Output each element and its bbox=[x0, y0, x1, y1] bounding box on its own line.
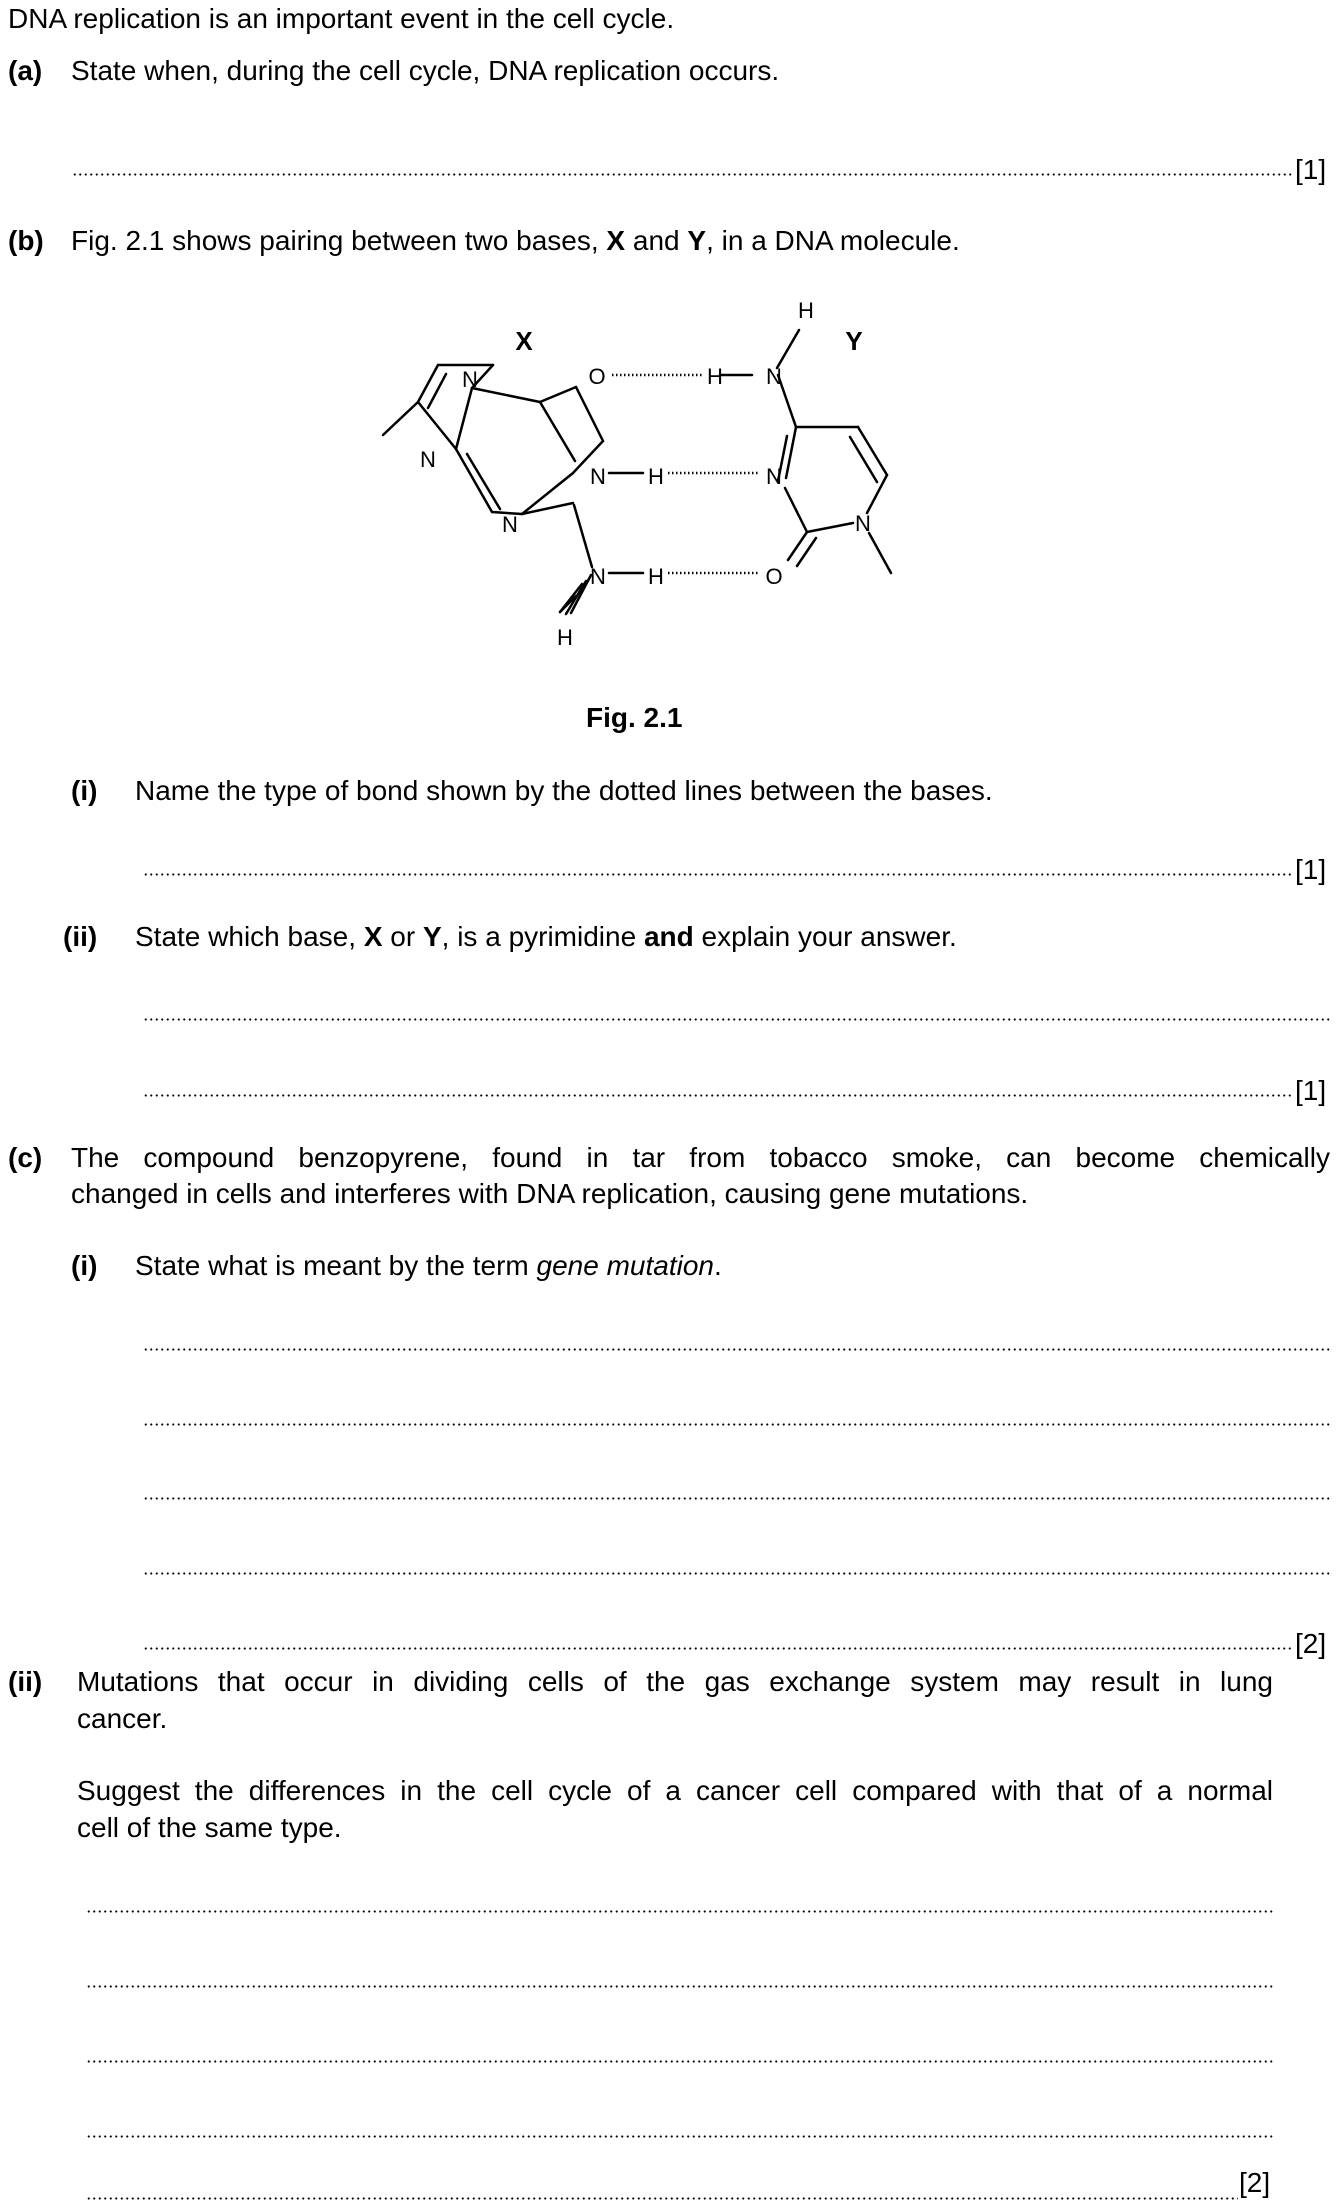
atom-n: N bbox=[462, 367, 478, 392]
answer-line-c-ii[interactable] bbox=[86, 1910, 1273, 1913]
base-pair-figure bbox=[0, 290, 1338, 760]
atom-h: H bbox=[648, 464, 664, 489]
atom-n: N bbox=[855, 511, 871, 536]
atom-n: N bbox=[590, 464, 606, 489]
answer-line-b-i[interactable] bbox=[143, 873, 1294, 876]
atom-o: O bbox=[588, 364, 606, 389]
mark-c-ii: [2] bbox=[1239, 2167, 1271, 2198]
atom-h: H bbox=[557, 625, 573, 650]
part-c-ii-line4: cell of the same type. bbox=[77, 1812, 342, 1843]
part-c-ii-line1: Mutations that occur in dividing cells of the gas exchange system may result in lung bbox=[77, 1666, 1273, 1697]
part-c-stem-line1: The compound benzopyrene, found in tar from tobacco smoke, can become chemically bbox=[71, 1142, 1330, 1173]
part-c-stem-line2: changed in cells and interferes with DNA replication, causing gene mutations. bbox=[71, 1178, 1029, 1209]
answer-line-c-i[interactable] bbox=[143, 1348, 1330, 1351]
answer-line-c-ii[interactable] bbox=[86, 2060, 1273, 2063]
answer-line-a[interactable] bbox=[72, 173, 1294, 176]
part-c-i-label: (i) bbox=[71, 1250, 98, 1281]
atom-n: N bbox=[420, 447, 436, 472]
atom-h: H bbox=[648, 564, 664, 589]
atom-h: H bbox=[798, 298, 814, 323]
mark-b-i: [1] bbox=[1295, 854, 1327, 885]
mark-a: [1] bbox=[1295, 154, 1327, 185]
answer-line-c-ii[interactable] bbox=[86, 2197, 1238, 2200]
answer-line-c-i[interactable] bbox=[143, 1497, 1330, 1500]
answer-line-b-ii[interactable] bbox=[143, 1094, 1294, 1097]
answer-line-c-i[interactable] bbox=[143, 1647, 1294, 1650]
intro-text: DNA replication is an important event in the cell cycle. bbox=[8, 3, 675, 34]
atom-n: N bbox=[590, 564, 606, 589]
part-b-i-question: Name the type of bond shown by the dotted lines between the bases. bbox=[135, 775, 993, 806]
part-b-i-label: (i) bbox=[71, 775, 98, 806]
atom-n: N bbox=[766, 464, 782, 489]
atom-n: N bbox=[502, 512, 518, 537]
part-c-label: (c) bbox=[8, 1142, 43, 1173]
mark-c-i: [2] bbox=[1295, 1628, 1327, 1659]
part-c-ii-label: (ii) bbox=[8, 1666, 43, 1697]
part-a-label: (a) bbox=[8, 55, 43, 86]
part-b-question: Fig. 2.1 shows pairing between two bases, X and Y, in a DNA molecule. bbox=[71, 225, 960, 256]
answer-line-c-i[interactable] bbox=[143, 1423, 1330, 1426]
part-c-ii-line3: Suggest the differences in the cell cycle of a cancer cell compared with that of a normal bbox=[77, 1775, 1273, 1806]
answer-line-b-ii[interactable] bbox=[143, 1018, 1330, 1021]
part-b-ii-question: State which base, X or Y, is a pyrimidine and explain your answer. bbox=[135, 921, 957, 952]
mark-b-ii: [1] bbox=[1295, 1075, 1327, 1106]
answer-line-c-ii[interactable] bbox=[86, 2135, 1273, 2138]
part-c-ii-line2: cancer. bbox=[77, 1703, 168, 1734]
part-a-question: State when, during the cell cycle, DNA replication occurs. bbox=[71, 55, 780, 86]
answer-line-c-i[interactable] bbox=[143, 1572, 1330, 1575]
part-b-ii-label: (ii) bbox=[63, 921, 98, 952]
base-y-label: Y bbox=[845, 326, 863, 356]
part-c-i-question: State what is meant by the term gene mutation. bbox=[135, 1250, 722, 1281]
atom-h: H bbox=[707, 364, 723, 389]
atom-o: O bbox=[765, 564, 783, 589]
figure-caption: Fig. 2.1 bbox=[586, 702, 683, 733]
base-x-label: X bbox=[515, 326, 533, 356]
part-b-label: (b) bbox=[8, 225, 44, 256]
answer-line-c-ii[interactable] bbox=[86, 1985, 1273, 1988]
atom-n: N bbox=[766, 364, 782, 389]
